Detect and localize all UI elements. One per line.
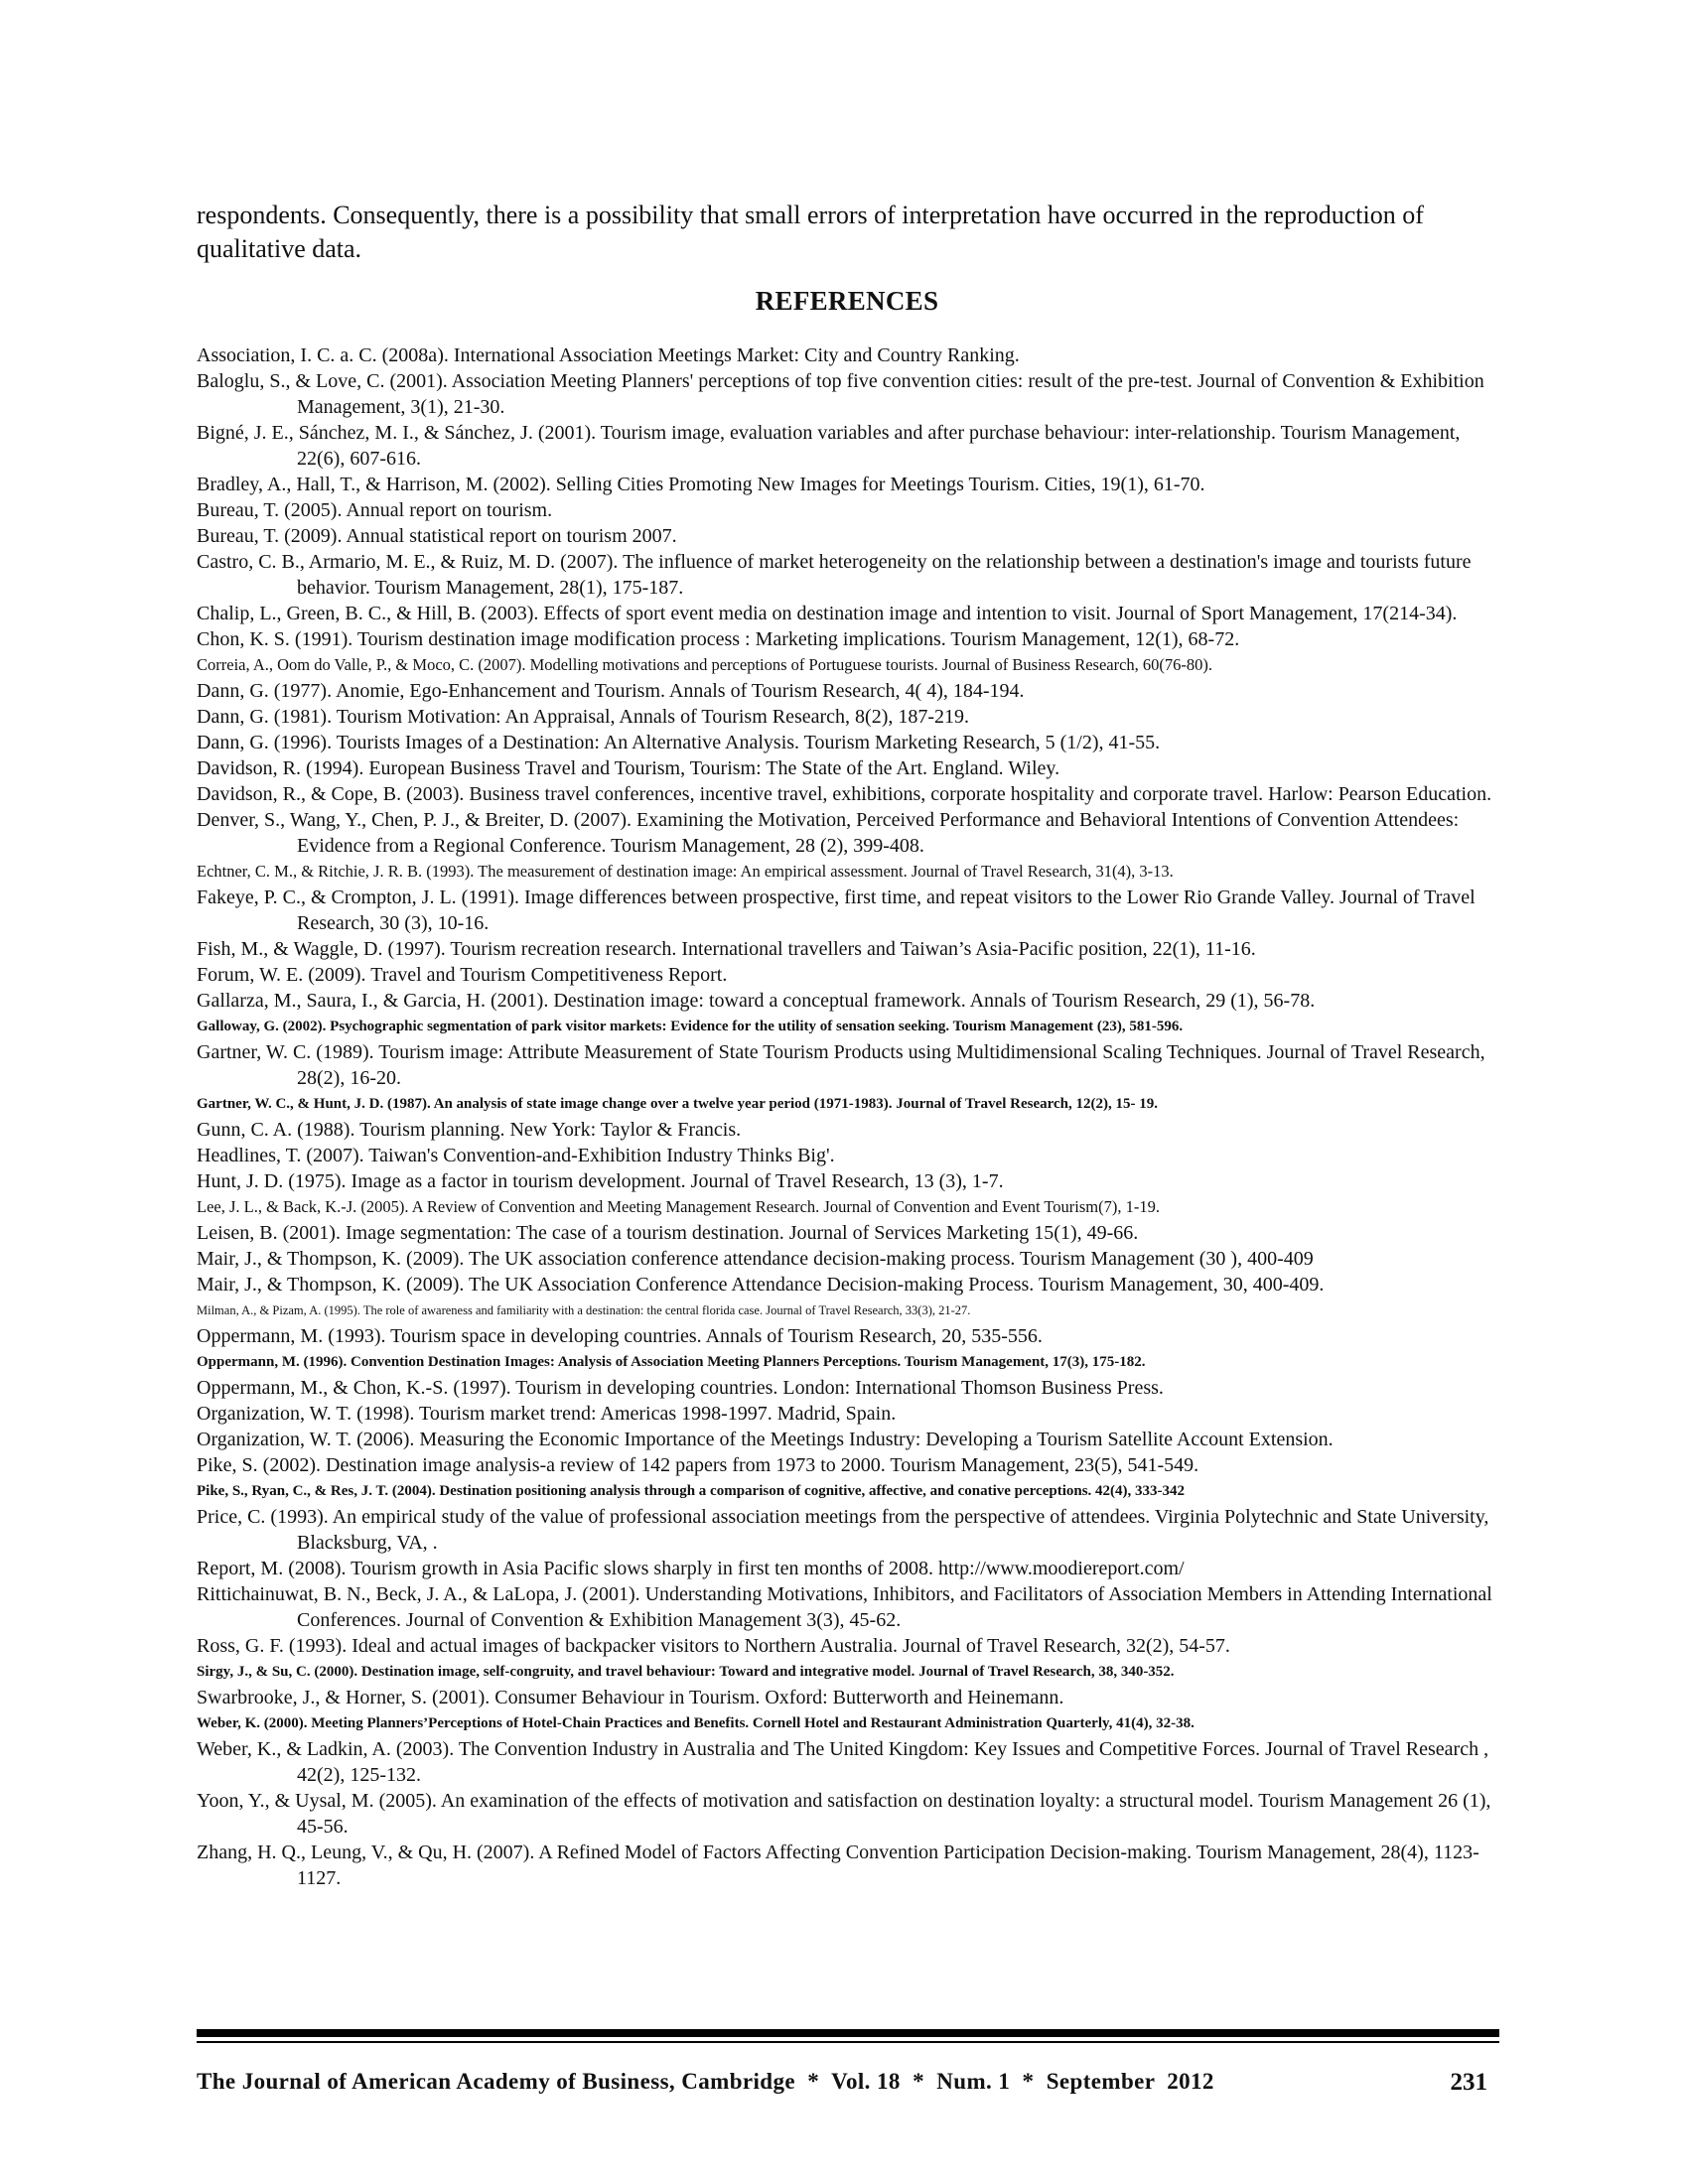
reference-entry: Davidson, R., & Cope, B. (2003). Business travel conferences, incentive travel, exhibitions, corporate hospitality and corporate travel. Harlow: Pearson Education.	[197, 783, 1492, 805]
reference-entry: Swarbrooke, J., & Horner, S. (2001). Consumer Behaviour in Tourism. Oxford: Butterworth and Heinemann.	[197, 1687, 1064, 1708]
page-number: 231	[1450, 2069, 1487, 2096]
reference-entry: Sirgy, J., & Su, C. (2000). Destination image, self-congruity, and travel behaviour: Toward and integrative model. Journal of Travel Research, 38, 340-352.	[197, 1664, 1175, 1680]
reference-entry: Gallarza, M., Saura, I., & Garcia, H. (2001). Destination image: toward a conceptual framework. Annals of Tourism Research, 29 (1), 56-78.	[197, 990, 1316, 1012]
reference-entry: Gunn, C. A. (1988). Tourism planning. New York: Taylor & Francis.	[197, 1119, 742, 1141]
reference-entry: Hunt, J. D. (1975). Image as a factor in tourism development. Journal of Travel Research, 13 (3), 1-7.	[197, 1170, 1004, 1192]
reference-entry: Bradley, A., Hall, T., & Harrison, M. (2002). Selling Cities Promoting New Images for Meetings Tourism. Cities, 19(1), 61-70.	[197, 474, 1205, 495]
intro-paragraph: respondents. Consequently, there is a possibility that small errors of interpretation have occurred in the reproduction of qualitative data.	[197, 201, 1424, 263]
reference-entry: Headlines, T. (2007). Taiwan's Convention-and-Exhibition Industry Thinks Big'.	[197, 1145, 835, 1166]
reference-entry: Organization, W. T. (1998). Tourism market trend: Americas 1998-1997. Madrid, Spain.	[197, 1403, 897, 1425]
reference-entry: Gartner, W. C. (1989). Tourism image: Attribute Measurement of State Tourism Products using Multidimensional Scaling Techniques. Journal of Travel Research, 28(2), 16-20.	[197, 1041, 1485, 1089]
reference-entry: Mair, J., & Thompson, K. (2009). The UK Association Conference Attendance Decision-making Process. Tourism Management, 30, 400-409.	[197, 1274, 1325, 1296]
reference-entry: Pike, S. (2002). Destination image analysis-a review of 142 papers from 1973 to 2000. Tourism Management, 23(5), 541-549.	[197, 1454, 1199, 1476]
reference-entry: Leisen, B. (2001). Image segmentation: The case of a tourism destination. Journal of Services Marketing 15(1), 49-66.	[197, 1222, 1139, 1244]
reference-entry: Zhang, H. Q., Leung, V., & Qu, H. (2007). A Refined Model of Factors Affecting Convention Participation Decision-making. Tourism Management, 28(4), 1123-1127.	[197, 1842, 1479, 1889]
reference-entry: Milman, A., & Pizam, A. (1995). The role of awareness and familiarity with a destination: the central florida case. Journal of Travel Research, 33(3), 21-27.	[197, 1303, 971, 1317]
references-heading: REFERENCES	[755, 286, 939, 316]
reference-entry: Denver, S., Wang, Y., Chen, P. J., & Breiter, D. (2007). Examining the Motivation, Perceived Performance and Behavioral Intentions of Convention Attendees: Evidence from a Regional Conference. Tourism Management, 28 (2), 399-408.	[197, 809, 1460, 857]
reference-entry: Weber, K. (2000). Meeting Planners’Perceptions of Hotel-Chain Practices and Benefits. Cornell Hotel and Restaurant Administration Quarterly, 41(4), 32-38.	[197, 1715, 1195, 1731]
reference-entry: Oppermann, M. (1993). Tourism space in developing countries. Annals of Tourism Research, 20, 535-556.	[197, 1325, 1043, 1347]
reference-entry: Oppermann, M. (1996). Convention Destination Images: Analysis of Association Meeting Planners Perceptions. Tourism Management, 17(3), 175-182.	[197, 1354, 1146, 1370]
footer-rule-thick	[197, 2029, 1499, 2037]
reference-entry: Rittichainuwat, B. N., Beck, J. A., & LaLopa, J. (2001). Understanding Motivations, Inhibitors, and Facilitators of Association Members in Attending International Conferences. Journal of Convention & Exhibition Management 3(3), 45-62.	[197, 1583, 1492, 1631]
reference-entry: Chon, K. S. (1991). Tourism destination image modification process : Marketing implications. Tourism Management, 12(1), 68-72.	[197, 628, 1240, 650]
reference-entry: Fish, M., & Waggle, D. (1997). Tourism recreation research. International travellers and Taiwan’s Asia-Pacific position, 22(1), 11-16.	[197, 938, 1256, 960]
reference-entry: Price, C. (1993). An empirical study of the value of professional association meetings from the perspective of attendees. Virginia Polytechnic and State University, Blacksburg, VA, .	[197, 1506, 1489, 1554]
reference-entry: Dann, G. (1981). Tourism Motivation: An Appraisal, Annals of Tourism Research, 8(2), 187-219.	[197, 706, 970, 728]
reference-entry: Forum, W. E. (2009). Travel and Tourism Competitiveness Report.	[197, 964, 728, 986]
reference-entry: Echtner, C. M., & Ritchie, J. R. B. (1993). The measurement of destination image: An empirical assessment. Journal of Travel Research, 31(4), 3-13.	[197, 862, 1174, 881]
reference-entry: Organization, W. T. (2006). Measuring the Economic Importance of the Meetings Industry: Developing a Tourism Satellite Account Extension.	[197, 1429, 1334, 1450]
reference-entry: Baloglu, S., & Love, C. (2001). Association Meeting Planners' perceptions of top five convention cities: result of the pre-test. Journal of Convention & Exhibition Management, 3(1), 21-30.	[197, 370, 1484, 418]
reference-entry: Gartner, W. C., & Hunt, J. D. (1987). An analysis of state image change over a twelve year period (1971-1983). Journal of Travel Research, 12(2), 15- 19.	[197, 1096, 1158, 1112]
reference-list	[197, 342, 1499, 1891]
reference-entry: Lee, J. L., & Back, K.-J. (2005). A Review of Convention and Meeting Management Research. Journal of Convention and Event Tourism(7), 1-19.	[197, 1197, 1161, 1216]
reference-entry: Association, I. C. a. C. (2008a). International Association Meetings Market: City and Country Ranking.	[197, 344, 1020, 366]
reference-entry: Pike, S., Ryan, C., & Res, J. T. (2004). Destination positioning analysis through a comparison of cognitive, affective, and conative perceptions. 42(4), 333-342	[197, 1483, 1186, 1499]
reference-entry: Castro, C. B., Armario, M. E., & Ruiz, M. D. (2007). The influence of market heterogeneity on the relationship between a destination's image and tourists future behavior. Tourism Management, 28(1), 175-187.	[197, 551, 1472, 599]
reference-entry: Oppermann, M., & Chon, K.-S. (1997). Tourism in developing countries. London: International Thomson Business Press.	[197, 1377, 1164, 1399]
reference-entry: Weber, K., & Ladkin, A. (2003). The Convention Industry in Australia and The United Kingdom: Key Issues and Competitive Forces. Journal of Travel Research , 42(2), 125-132.	[197, 1738, 1489, 1786]
reference-entry: Dann, G. (1996). Tourists Images of a Destination: An Alternative Analysis. Tourism Marketing Research, 5 (1/2), 41-55.	[197, 732, 1161, 753]
reference-entry: Bigné, J. E., Sánchez, M. I., & Sánchez, J. (2001). Tourism image, evaluation variables and after purchase behaviour: inter-relationship. Tourism Management, 22(6), 607-616.	[197, 422, 1461, 470]
reference-entry: Yoon, Y., & Uysal, M. (2005). An examination of the effects of motivation and satisfaction on destination loyalty: a structural model. Tourism Management 26 (1), 45-56.	[197, 1790, 1491, 1838]
reference-entry: Ross, G. F. (1993). Ideal and actual images of backpacker visitors to Northern Australia. Journal of Travel Research, 32(2), 54-57.	[197, 1635, 1230, 1657]
footer-journal-title: The Journal of American Academy of Business, Cambridge * Vol. 18 * Num. 1 * September 2012	[197, 2069, 1214, 2094]
footer-rule-thin	[197, 2041, 1499, 2043]
reference-entry: Report, M. (2008). Tourism growth in Asia Pacific slows sharply in first ten months of 2008. http://www.moodiereport.com/	[197, 1558, 1185, 1579]
reference-entry: Bureau, T. (2005). Annual report on tourism.	[197, 499, 553, 521]
reference-entry: Bureau, T. (2009). Annual statistical report on tourism 2007.	[197, 525, 677, 547]
reference-entry: Davidson, R. (1994). European Business Travel and Tourism, Tourism: The State of the Art. England. Wiley.	[197, 757, 1060, 779]
reference-entry: Correia, A., Oom do Valle, P., & Moco, C. (2007). Modelling motivations and perceptions of Portuguese tourists. Journal of Business Research, 60(76-80).	[197, 655, 1213, 674]
reference-entry: Fakeye, P. C., & Crompton, J. L. (1991). Image differences between prospective, first time, and repeat visitors to the Lower Rio Grande Valley. Journal of Travel Research, 30 (3), 10-16.	[197, 887, 1476, 934]
reference-entry: Galloway, G. (2002). Psychographic segmentation of park visitor markets: Evidence for the utility of sensation seeking. Tourism Management (23), 581-596.	[197, 1019, 1184, 1034]
page-footer	[197, 2069, 1499, 2103]
reference-entry: Mair, J., & Thompson, K. (2009). The UK association conference attendance decision-making process. Tourism Management (30 ), 400-409	[197, 1248, 1314, 1270]
reference-entry: Dann, G. (1977). Anomie, Ego-Enhancement and Tourism. Annals of Tourism Research, 4( 4), 184-194.	[197, 680, 1025, 702]
reference-entry: Chalip, L., Green, B. C., & Hill, B. (2003). Effects of sport event media on destination image and intention to visit. Journal of Sport Management, 17(214-34).	[197, 603, 1458, 624]
